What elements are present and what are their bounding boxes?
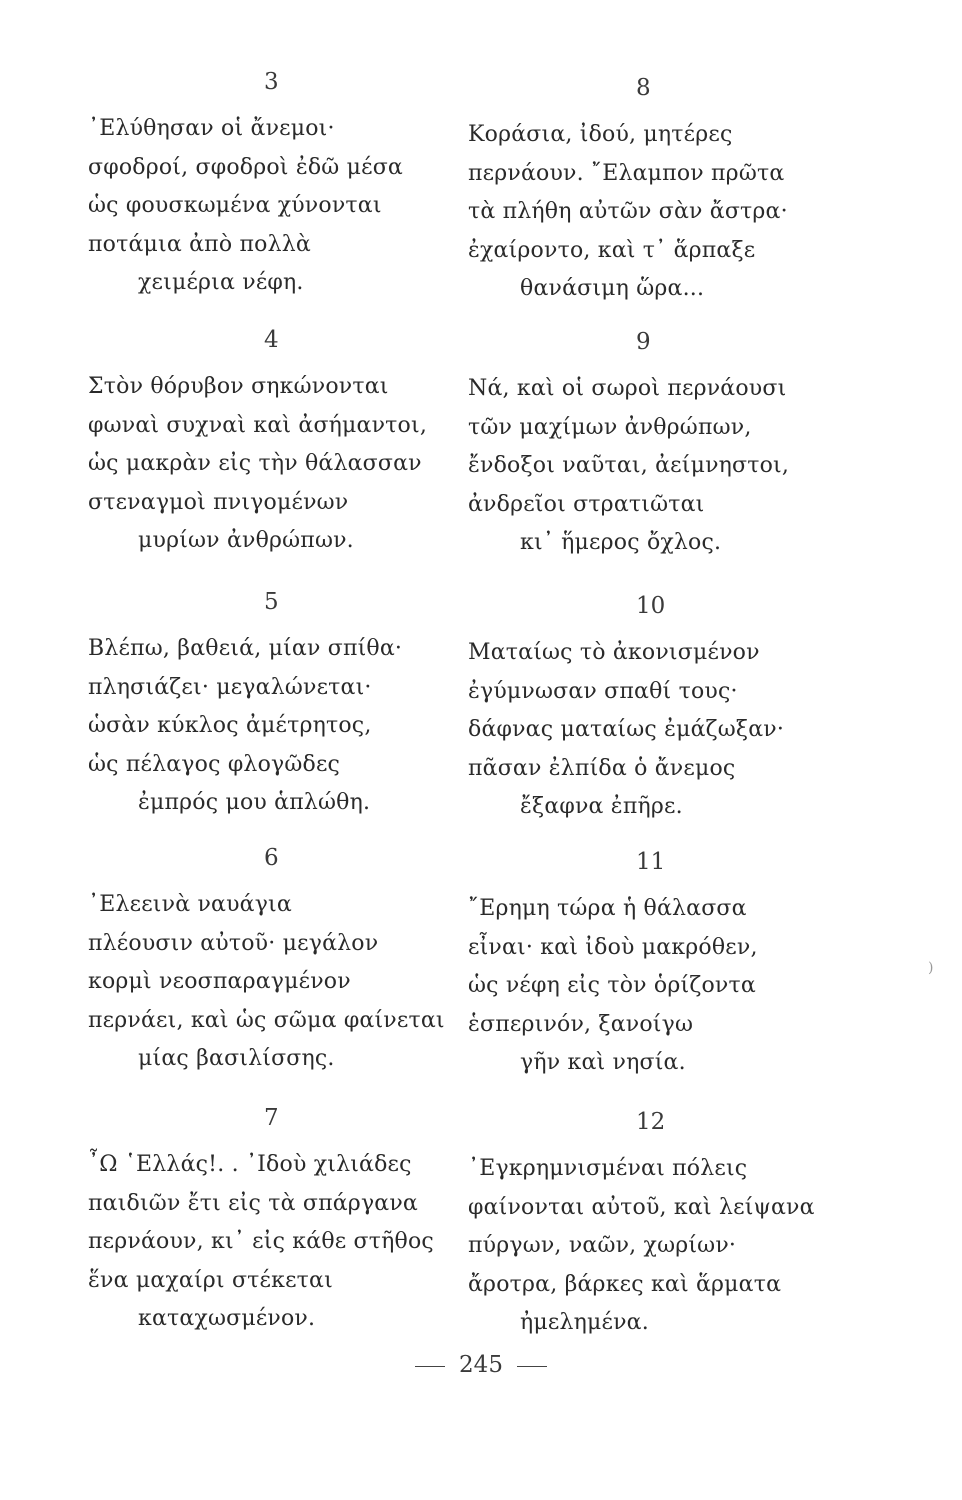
- stanza-number: 12: [636, 1109, 666, 1135]
- verse-line: γῆν καὶ νησία.: [520, 1050, 686, 1075]
- verse-line: κι᾿ ἥμερος ὄχλος.: [520, 530, 722, 555]
- verse-line: ᾿Εγκρημνισμέναι πόλεις: [468, 1156, 748, 1181]
- margin-mark: ): [928, 960, 934, 976]
- stanza-number: 3: [264, 69, 279, 95]
- verse-line: φαίνονται αὐτοῦ, καὶ λείψανα: [468, 1194, 815, 1220]
- verse-line: ῎Ερημη τώρα ἡ θάλασσα: [468, 896, 747, 921]
- verse-line: ὡς φουσκωμένα χύνονται: [88, 193, 382, 218]
- verse-line: ὡς μακρὰν εἰς τὴν θάλασσαν: [88, 451, 422, 476]
- verse-line: ἔνδοξοι ναῦται, ἀείμνηστοι,: [468, 453, 790, 478]
- verse-line: Κοράσια, ἰδού, μητέρες: [468, 122, 733, 147]
- page-number: 245: [459, 1352, 503, 1378]
- verse-line: παιδιῶν ἔτι εἰς τὰ σπάργανα: [88, 1190, 418, 1216]
- verse-line: περνάει, καὶ ὡς σῶμα φαίνεται: [88, 1007, 445, 1033]
- verse-line: ἠμελημένα.: [520, 1310, 649, 1335]
- stanza-lines: [468, 370, 789, 563]
- page-number-footer: [0, 1352, 962, 1378]
- verse-line: μυρίων ἀνθρώπων.: [138, 528, 354, 553]
- verse-line: πλέουσιν αὐτοῦ· μεγάλον: [88, 930, 379, 956]
- stanza-lines: [468, 634, 784, 827]
- verse-line: στεναγμοὶ πνιγομένων: [88, 489, 349, 515]
- verse-line: χειμέρια νέφη.: [138, 270, 304, 295]
- verse-line: ἔξαφνα ἐπῆρε.: [520, 794, 683, 819]
- stanza-lines: [88, 886, 445, 1079]
- verse-line: τὰ πλήθη αὐτῶν σὰν ἄστρα·: [468, 199, 788, 224]
- verse-line: Βλέπω, βαθειά, μίαν σπίθα·: [88, 636, 403, 661]
- verse-line: ἐχαίροντο, καὶ τ᾿ ἅρπαξε: [468, 237, 756, 263]
- verse-line: Νά, καὶ οἱ σωροὶ περνάουσι: [468, 376, 787, 401]
- verse-line: εἶναι· καὶ ἰδοὺ μακρόθεν,: [468, 934, 758, 960]
- verse-line: περνάουν. ῎Ελαμπον πρῶτα: [468, 160, 785, 186]
- verse-line: ἀνδρεῖοι στρατιῶται: [468, 491, 705, 517]
- verse-line: ᾿Ελύθησαν οἱ ἄνεμοι·: [88, 116, 335, 141]
- verse-line: τῶν μαχίμων ἀνθρώπων,: [468, 414, 752, 440]
- stanza-lines: [88, 368, 427, 561]
- verse-line: ἐγύμνωσαν σπαθί τους·: [468, 678, 738, 704]
- stanza-number: 6: [264, 845, 279, 871]
- stanza-number: 11: [636, 849, 666, 875]
- verse-line: ἐμπρός μου ἁπλώθη.: [138, 790, 371, 815]
- stanza-lines: [468, 890, 758, 1083]
- verse-line: θανάσιμη ὥρα...: [520, 276, 705, 301]
- verse-line: πλησιάζει· μεγαλώνεται·: [88, 674, 372, 700]
- verse-line: ὡσὰν κύκλος ἀμέτρητος,: [88, 713, 372, 738]
- stanza-lines: [468, 1150, 815, 1343]
- verse-line: πύργων, ναῶν, χωρίων·: [468, 1233, 737, 1258]
- verse-line: μίας βασιλίσσης.: [138, 1046, 335, 1071]
- dash-right: [517, 1366, 547, 1367]
- verse-line: καταχωσμένον.: [138, 1306, 316, 1331]
- verse-line: ἑσπερινόν, ξανοίγω: [468, 1011, 694, 1037]
- verse-line: φωναὶ συχναὶ καὶ ἀσήμαντοι,: [88, 412, 428, 438]
- verse-line: πᾶσαν ἐλπίδα ὁ ἄνεμος: [468, 755, 736, 781]
- verse-line: σφοδροί, σφοδροὶ ἐδῶ μέσα: [88, 154, 403, 180]
- verse-line: ποτάμια ἀπὸ πολλὰ: [88, 231, 311, 257]
- stanza-lines: [88, 1146, 434, 1339]
- verse-line: ὡς πέλαγος φλογῶδες: [88, 751, 341, 777]
- verse-line: Ματαίως τὸ ἀκονισμένον: [468, 640, 760, 665]
- stanza-lines: [88, 630, 402, 823]
- verse-line: περνάουν, κι᾿ εἰς κάθε στῆθος: [88, 1229, 434, 1254]
- verse-line: ἄροτρα, βάρκες καὶ ἅρματα: [468, 1271, 782, 1297]
- stanza-number: 8: [636, 75, 651, 101]
- stanza-lines: [88, 110, 403, 303]
- verse-line: κορμὶ νεοσπαραγμένον: [88, 969, 351, 994]
- verse-line: ᾿Ελεεινὰ ναυάγια: [88, 892, 292, 917]
- verse-line: δάφνας ματαίως ἐμάζωξαν·: [468, 717, 785, 742]
- verse-line: Στὸν θόρυβον σηκώνονται: [88, 374, 389, 399]
- verse-line: ἕνα μαχαίρι στέκεται: [88, 1267, 333, 1293]
- dash-left: [415, 1366, 445, 1367]
- stanza-number: 4: [264, 327, 279, 353]
- stanza-number: 9: [636, 329, 651, 355]
- stanza-lines: [468, 116, 788, 309]
- stanza-number: 5: [264, 589, 279, 615]
- verse-line: ὡς νέφη εἰς τὸν ὁρίζοντα: [468, 973, 756, 998]
- stanza-number: 10: [636, 593, 666, 619]
- verse-line: ῏Ω ῾Ελλάς!. . ᾿Ιδοὺ χιλιάδες: [88, 1152, 412, 1177]
- stanza-number: 7: [264, 1105, 279, 1131]
